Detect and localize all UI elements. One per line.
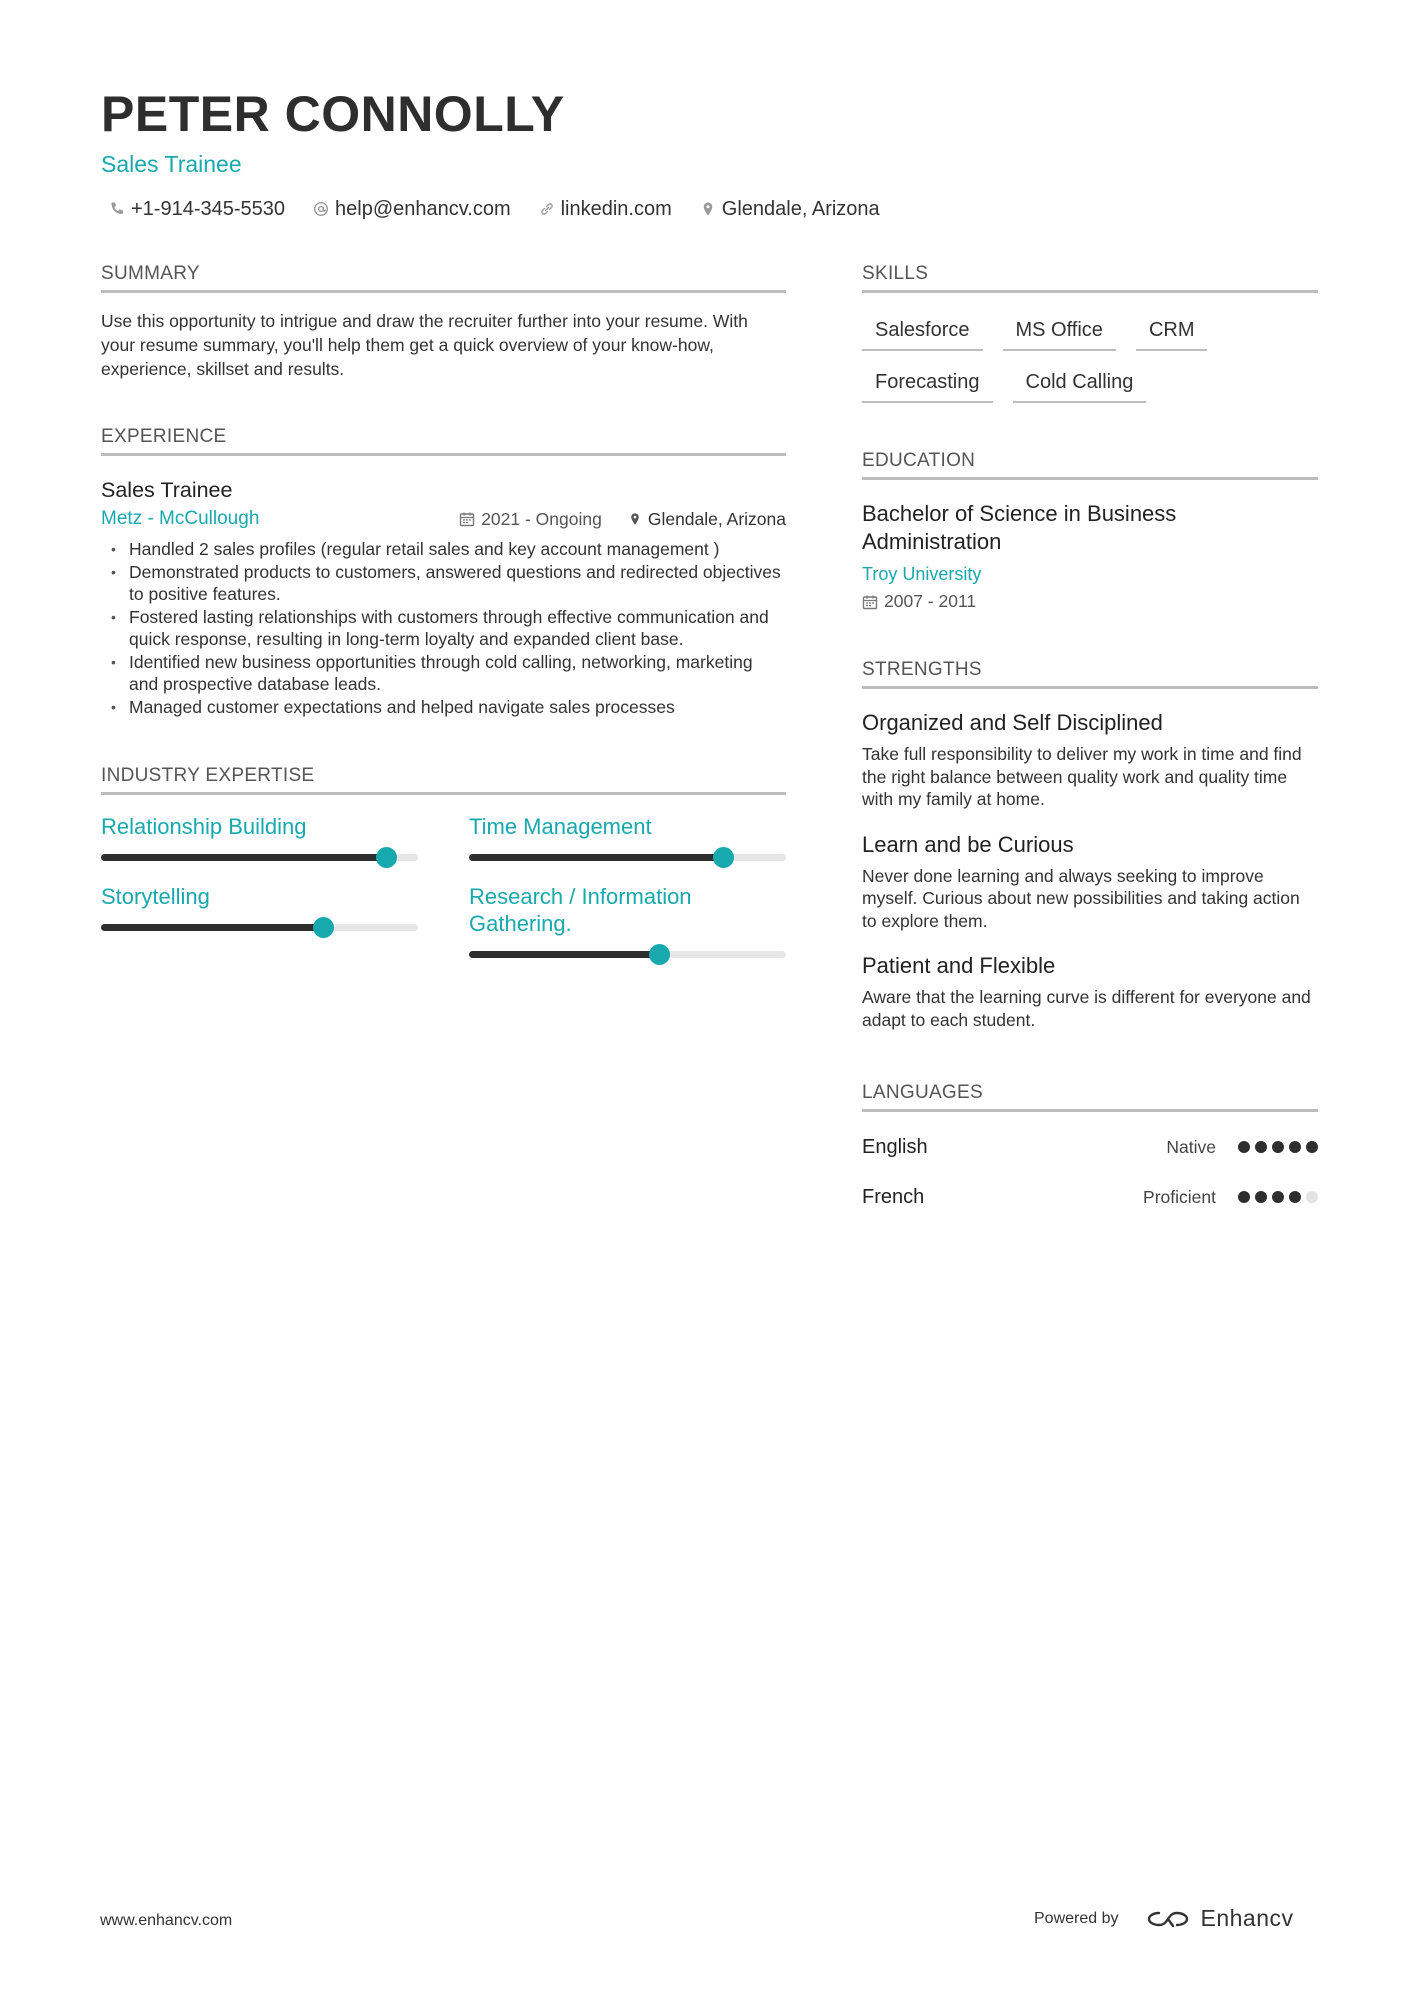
proficiency-dot-filled (1238, 1141, 1250, 1153)
skill-tag: Forecasting (862, 369, 993, 403)
strength-desc: Never done learning and always seeking to improve myself. Curious about new possibilities and taking action to explore them. (862, 865, 1300, 931)
skills-section (862, 262, 1318, 403)
education-heading: EDUCATION (862, 449, 1318, 480)
strength-title: Organized and Self Disciplined (862, 710, 1163, 735)
experience-meta (101, 508, 786, 530)
experience-dates (459, 509, 602, 530)
language-name: French (862, 1185, 925, 1208)
language-proficiency (1166, 1137, 1318, 1158)
calendar-icon (459, 511, 475, 527)
strength-title: Patient and Flexible (862, 953, 1056, 978)
education-dates (862, 591, 1318, 612)
education-degree: Bachelor of Science in Business Administration (862, 501, 1177, 554)
strength-title: Learn and be Curious (862, 831, 1074, 857)
link-icon (539, 201, 555, 217)
list-item: • Fostered lasting relationships with customers through effective communication and quick response, resulting in long-term loyalty and expanded client base. (101, 606, 786, 651)
contact-phone[interactable] (109, 196, 285, 222)
brand-logo[interactable] (1145, 1905, 1294, 1932)
right-column (862, 262, 1318, 1248)
expertise-item (101, 813, 418, 861)
experience-bullets (101, 538, 786, 718)
strength-item (862, 709, 1318, 811)
expertise-bar-knob (313, 917, 334, 938)
skill-tag: Salesforce (862, 317, 983, 351)
language-dots (1238, 1191, 1318, 1203)
proficiency-dot-filled (1255, 1191, 1267, 1203)
expertise-bar-knob (713, 847, 734, 868)
proficiency-dot-filled (1255, 1141, 1267, 1153)
list-item: • Managed customer expectations and helped navigate sales processes (101, 696, 786, 719)
powered-by-text: Powered by (1034, 1909, 1119, 1927)
strengths-section (862, 658, 1318, 1031)
expertise-bar (101, 854, 418, 861)
expertise-label: Relationship Building (101, 814, 307, 839)
expertise-item (469, 813, 786, 861)
expertise-bar-knob (376, 847, 397, 868)
language-level: Proficient (1143, 1186, 1216, 1207)
expertise-label: Time Management (469, 814, 652, 839)
experience-role: Sales Trainee (101, 478, 233, 502)
summary-text: Use this opportunity to intrigue and draw the recruiter further into your resume. With your resume summary, you'll help them get a quick overview of your know-how, experience, skillset and results. (101, 311, 748, 379)
list-item: • Handled 2 sales profiles (regular retail sales and key account management ) (101, 538, 786, 561)
language-name: English (862, 1135, 928, 1158)
contact-row (101, 196, 1321, 222)
strengths-heading: STRENGTHS (862, 658, 1318, 689)
languages-heading: LANGUAGES (862, 1081, 1318, 1112)
contact-email[interactable] (313, 196, 511, 222)
phone-text: +1-914-345-5530 (131, 198, 286, 220)
experience-dates-text: 2021 - Ongoing (481, 508, 602, 529)
proficiency-dot-filled (1306, 1141, 1318, 1153)
proficiency-dot-filled (1238, 1191, 1250, 1203)
location-pin-icon (628, 511, 642, 527)
education-section (862, 449, 1318, 612)
strength-desc: Aware that the learning curve is different for everyone and adapt to each student. (862, 987, 1311, 1030)
candidate-name: PETER CONNOLLY (101, 86, 565, 142)
education-dates-text: 2007 - 2011 (884, 591, 977, 611)
strength-desc: Take full responsibility to deliver my work in time and find the right balance between quality work and quality time with my family at home. (862, 744, 1302, 809)
language-row (862, 1182, 1318, 1212)
language-proficiency (1143, 1187, 1318, 1208)
at-icon (313, 201, 329, 217)
expertise-bar-fill (101, 854, 386, 861)
enhancv-logo-icon (1145, 1907, 1191, 1931)
location-text: Glendale, Arizona (721, 198, 880, 220)
email-text: help@enhancv.com (335, 198, 511, 220)
experience-section (101, 425, 786, 718)
skill-tag: CRM (1136, 317, 1208, 351)
skills-list (862, 317, 1318, 403)
resume-header (101, 84, 1321, 222)
skill-tag: MS Office (1003, 317, 1116, 351)
languages-section (862, 1081, 1318, 1212)
summary-section (101, 262, 786, 381)
education-school: Troy University (862, 564, 982, 584)
expertise-grid (101, 813, 786, 958)
footer-branding (1034, 1905, 1294, 1932)
calendar-icon (862, 594, 878, 610)
expertise-item (101, 883, 418, 958)
candidate-title: Sales Trainee (101, 151, 242, 177)
language-row (862, 1132, 1318, 1162)
contact-link[interactable] (539, 196, 672, 222)
proficiency-dot-filled (1272, 1191, 1284, 1203)
experience-location (628, 509, 786, 530)
experience-company: Metz - McCullough (101, 508, 260, 529)
skills-heading: SKILLS (862, 262, 1318, 293)
proficiency-dot-filled (1289, 1191, 1301, 1203)
expertise-bar-knob (649, 944, 670, 965)
expertise-heading: INDUSTRY EXPERTISE (101, 764, 786, 795)
contact-location (700, 196, 880, 222)
footer-website[interactable]: www.enhancv.com (100, 1912, 233, 1929)
language-dots (1238, 1141, 1318, 1153)
expertise-bar-fill (101, 924, 323, 931)
left-column (101, 262, 786, 994)
expertise-item (469, 883, 786, 958)
phone-icon (109, 201, 125, 217)
proficiency-dot-filled (1289, 1141, 1301, 1153)
expertise-section (101, 764, 786, 958)
list-item: • Demonstrated products to customers, answered questions and redirected objectives to positive features. (101, 561, 786, 606)
location-pin-icon (700, 201, 716, 217)
expertise-bar (101, 924, 418, 931)
expertise-label: Research / Information Gathering. (469, 884, 692, 936)
expertise-bar (469, 951, 786, 958)
experience-location-text: Glendale, Arizona (647, 508, 786, 529)
language-level: Native (1166, 1136, 1216, 1157)
expertise-bar-fill (469, 951, 659, 958)
proficiency-dot-filled (1272, 1141, 1284, 1153)
list-item: • Identified new business opportunities through cold calling, networking, marketing and prospective database leads. (101, 651, 786, 696)
experience-details (459, 509, 786, 530)
expertise-bar-fill (469, 854, 723, 861)
experience-heading: EXPERIENCE (101, 425, 786, 456)
strength-item (862, 831, 1318, 933)
expertise-bar (469, 854, 786, 861)
link-text: linkedin.com (560, 198, 672, 220)
strength-item (862, 952, 1318, 1031)
brand-name: Enhancv (1200, 1905, 1294, 1931)
proficiency-dot-empty (1306, 1191, 1318, 1203)
expertise-label: Storytelling (101, 884, 210, 909)
summary-heading: SUMMARY (101, 262, 786, 293)
skill-tag: Cold Calling (1013, 369, 1147, 403)
